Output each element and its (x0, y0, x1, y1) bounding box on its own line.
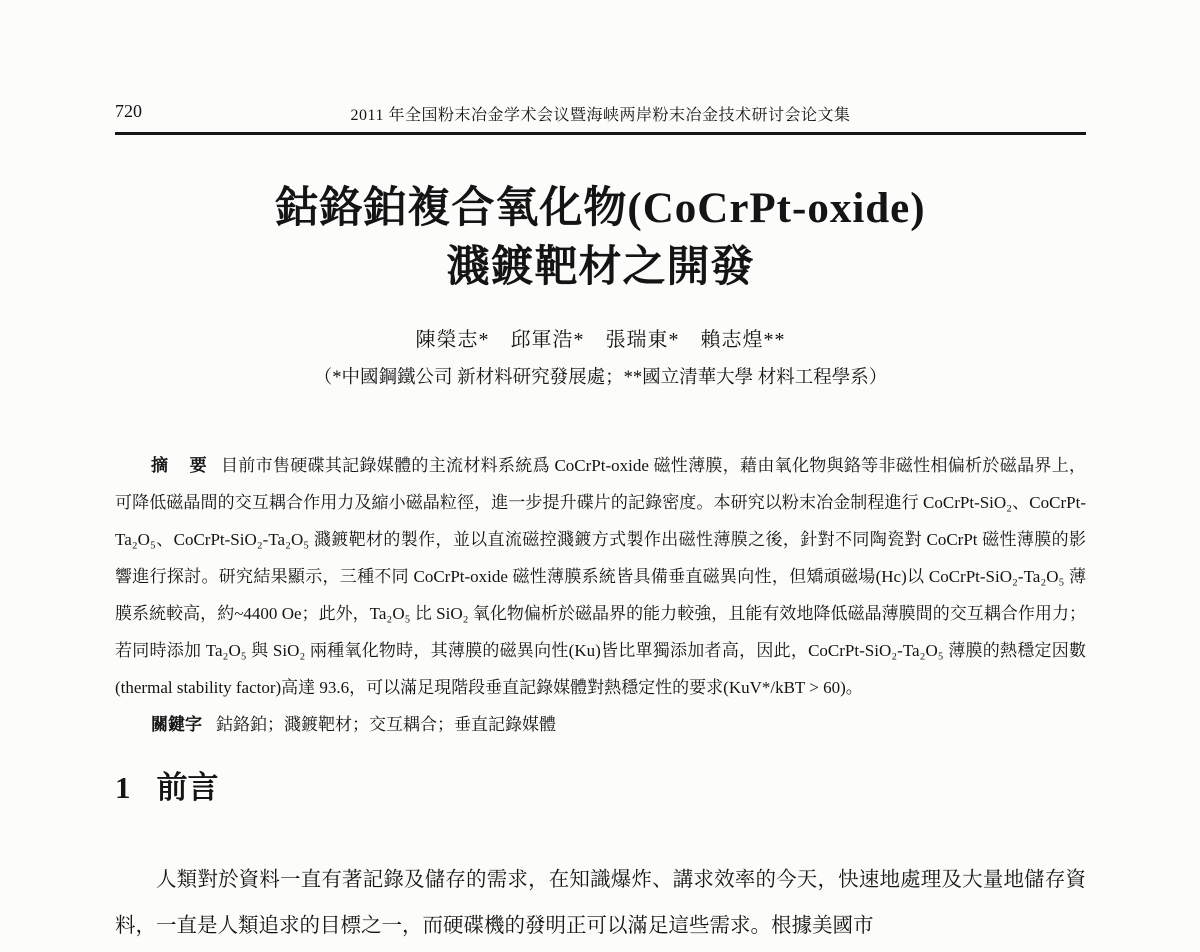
keywords-text: 鈷鉻鉑；濺鍍靶材；交互耦合；垂直記錄媒體 (216, 715, 556, 734)
section-title: 前言 (156, 770, 219, 805)
abstract-paragraph (115, 447, 1086, 706)
affiliation-line: （*中國鋼鐵公司 新材料研究發展處；**國立清華大學 材料工程學系） (313, 368, 888, 388)
section-number: 1 (115, 770, 131, 805)
paper-title-line2: 濺鍍靶材之開發 (446, 244, 755, 291)
header-rule (115, 132, 1086, 135)
page-content (115, 0, 1086, 949)
authors-line: 陳榮志* 邱軍浩* 張瑞東* 賴志煌** (415, 329, 786, 351)
keywords-line (115, 706, 1086, 743)
conference-header: 2011 年全国粉末冶金学术会议暨海峡两岸粉末冶金技术研讨会论文集 (350, 107, 851, 124)
page-number: 720 (115, 101, 142, 121)
paper-title-line1: 鈷鉻鉑複合氧化物(CoCrPt-oxide) (275, 185, 926, 232)
keywords-label: 關鍵字 (151, 715, 202, 734)
paper-title (115, 179, 1086, 297)
intro-paragraph-1: 人類對於資料一直有著記錄及儲存的需求，在知識爆炸、講求效率的今天，快速地處理及大量地儲存資料，一直是人類追求的目標之一，而硬碟機的發明正可以滿足這些需求。根據美國市 (115, 869, 1086, 937)
abstract-text: 目前市售硬碟其記錄媒體的主流材料系統爲 CoCrPt-oxide 磁性薄膜，藉由氧化物與鉻等非磁性相偏析於磁晶界上，可降低磁晶間的交互耦合作用力及縮小磁晶粒徑，進一步提升碟片的記錄密度。本研究以粉末冶金制程進行 CoCrPt-SiO₂、CoCrPt-Ta₂O₅、CoCrPt-SiO₂-Ta₂O₅ 濺鍍靶材的製作，並以直流磁控濺鍍方式製作出磁性薄膜之後，針對不同陶瓷對 CoCrPt 磁性薄膜的影響進行探討。研究結果顯示，三種不同 CoCrPt-oxide 磁性薄膜系統皆具備垂直磁異向性，但矯頑磁場(Hc)以 CoCrPt-SiO₂-Ta₂O₅ 薄膜系統較高，約~4400 Oe；此外，Ta₂O₅ 比 SiO₂ 氧化物偏析於磁晶界的能力較強，且能有效地降低磁晶薄膜間的交互耦合作用力；若同時添加 Ta₂O₅ 與 SiO₂ 兩種氧化物時，其薄膜的磁異向性(Ku)皆比單獨添加者高，因此，CoCrPt-SiO₂-Ta₂O₅ 薄膜的熱穩定因數(thermal stability factor)高達 93.6，可以滿足現階段垂直記錄媒體對熱穩定性的要求(KuV*/kBT > 60)。 (115, 456, 1087, 697)
page-header (115, 100, 1086, 124)
abstract-label: 摘 要 (151, 456, 209, 475)
section-1-heading (115, 769, 1086, 807)
